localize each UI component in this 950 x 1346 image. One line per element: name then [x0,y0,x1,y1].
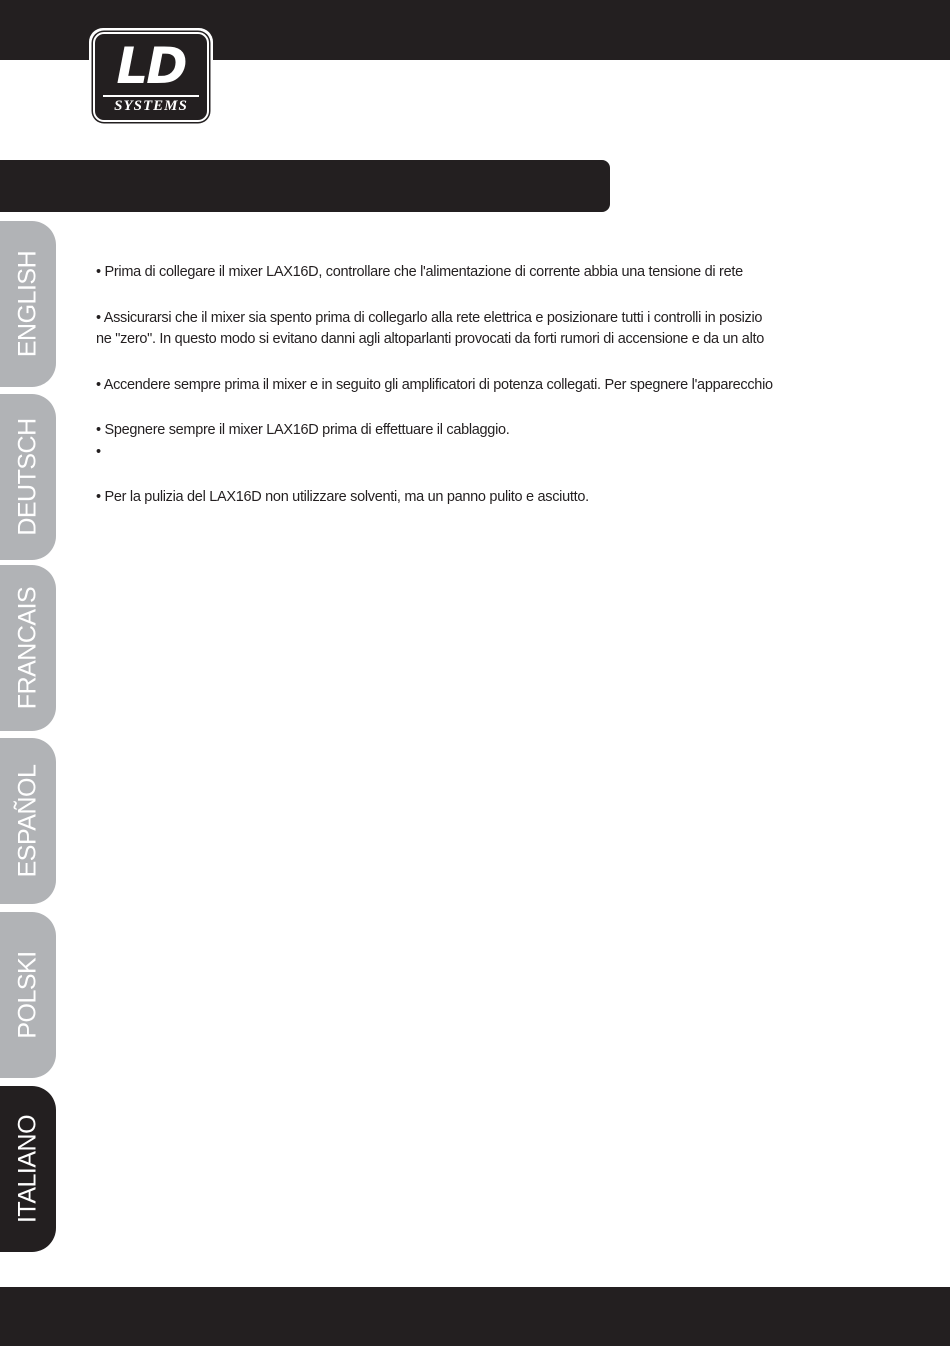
note-power-order: • Accendere sempre prima il mixer e in seguito gli amplificatori di potenza collegati. Per spegnere l'apparecchio [96,376,773,393]
logo-systems-text: SYSTEMS [114,98,188,114]
ld-systems-logo [89,28,213,126]
tab-francais[interactable] [0,565,56,731]
section-title-bar [0,160,610,212]
note-cabling: • Spegnere sempre il mixer LAX16D prima di effettuare il cablaggio. [96,422,510,438]
tab-italiano-label: ITALIANO [13,1114,42,1224]
note-cleaning: • Per la pulizia del LAX16D non utilizzare solventi, ma un panno pulito e asciutto. [96,489,589,505]
safety-notes [96,262,866,509]
tab-deutsch-label: DEUTSCH [13,418,42,536]
tab-italiano[interactable] [0,1086,56,1252]
tab-espanol[interactable] [0,738,56,904]
note-empty-bullet: • [96,443,101,460]
logo-ld-text: LD [116,37,186,95]
tab-espanol-label: ESPAÑOL [13,764,42,878]
tab-english-label: ENGLISH [13,250,42,358]
tab-francais-label: FRANCAIS [13,586,42,710]
tab-polski-label: POLSKI [13,951,42,1039]
note-voltage: • Prima di collegare il mixer LAX16D, controllare che l'alimentazione di corrente abbia una tensione di rete [96,264,743,280]
note-switch-off-line1: • Assicurarsi che il mixer sia spento prima di collegarlo alla rete elettrica e posizionare tutti i controlli in posizio [96,309,763,326]
note-switch-off-line2: ne "zero". In questo modo si evitano danni agli altoparlanti provocati da forti rumori di accensione e da un alto [96,331,764,347]
tab-english[interactable] [0,221,56,387]
tab-deutsch[interactable] [0,394,56,560]
footer-band [0,1287,950,1346]
tab-polski[interactable] [0,912,56,1078]
